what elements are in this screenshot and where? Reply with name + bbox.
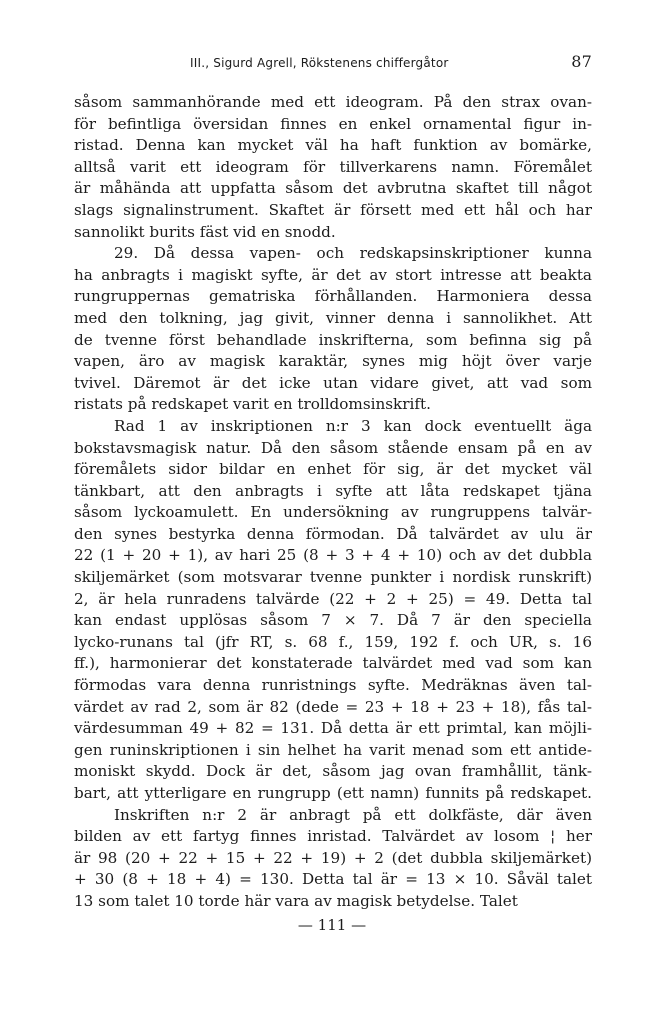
text-line: ristad. Denna kan mycket väl ha haft funktion av bomärke, [74, 136, 592, 155]
text-line: värdet av rad 2, som är 82 (dede = 23 + 18 + 23 + 18), fås tal- [74, 697, 592, 716]
text-line: för befintliga översidan finnes en enkel ornamental figur in- [74, 114, 592, 133]
running-header [74, 52, 592, 76]
text-line: bokstavsmagisk natur. Då den såsom stående ensam på en av [74, 438, 592, 457]
text-line: moniskt skydd. Dock är det, såsom jag ovan framhållit, tänk- [74, 762, 592, 781]
text-line: såsom sammanhörande med ett ideogram. På den strax ovan- [74, 93, 592, 111]
text-line: + 30 (8 + 18 + 4) = 130. Detta tal är = 13 × 10. Såväl talet [74, 870, 592, 889]
text-line: bilden av ett fartyg finnes inristad. Talvärdet av losom ¦ her [74, 827, 592, 846]
text-line: med den tolkning, jag givit, vinner denna i sannolikhet. Att [74, 308, 592, 327]
text-line: kan endast upplösas såsom 7 × 7. Då 7 är den speciella [74, 611, 592, 630]
page-number: 87 [571, 52, 592, 71]
text-line: förmodas vara denna runristnings syfte. Medräknas även tal- [74, 676, 592, 695]
text-line: tänkbart, att den anbragts i syfte att låta redskapet tjäna [74, 481, 592, 500]
text-line: ristats på redskapet varit en trolldomsinskrift. [74, 395, 431, 414]
text-line: tvivel. Däremot är det icke utan vidare givet, att vad som [74, 373, 592, 392]
body-text [74, 92, 592, 913]
text-line: alltså varit ett ideogram för tillverkarens namn. Föremålet [74, 157, 592, 176]
text-line: den synes bestyrka denna förmodan. Då talvärdet av ulu är [74, 524, 592, 543]
text-line: de tvenne först behandlade inskrifterna, som befinna sig på [74, 330, 592, 349]
text-line: sannolikt burits fäst vid en snodd. [74, 222, 336, 241]
text-line: Inskriften n:r 2 är anbragt på ett dolkfäste, där även [114, 805, 592, 824]
text-line: slags signalinstrument. Skaftet är försett med ett hål och har [74, 200, 592, 219]
text-line: ha anbragts i magiskt syfte, är det av stort intresse att beakta [74, 265, 592, 284]
text-line: 22 (1 + 20 + 1), av hari 25 (8 + 3 + 4 + 10) och av det dubbla [74, 546, 592, 565]
running-title: III., Sigurd Agrell, Rökstenens chiffergåtor [190, 56, 449, 70]
book-page [74, 52, 592, 913]
footer-page-number: — 111 — [297, 916, 367, 934]
text-line: skiljemärket (som motsvarar tvenne punkter i nordisk runskrift) [74, 568, 592, 587]
text-line: är måhända att uppfatta såsom det avbrutna skaftet till något [74, 179, 592, 198]
text-line: värdesumman 49 + 82 = 131. Då detta är ett primtal, kan möjli- [74, 719, 592, 738]
text-line: föremålets sidor bildar en enhet för sig, är det mycket väl [74, 460, 592, 479]
text-line: bart, att ytterligare en rungrupp (ett namn) funnits på redskapet. [74, 784, 592, 802]
text-line: vapen, äro av magisk karaktär, synes mig höjt över varje [74, 352, 592, 371]
text-line: Rad 1 av inskriptionen n:r 3 kan dock eventuellt äga [114, 416, 592, 435]
text-line: ff.), harmonierar det konstaterade talvärdet med vad som kan [74, 654, 592, 673]
text-line: gen runinskriptionen i sin helhet ha varit menad som ett antide- [74, 740, 592, 759]
text-line: 2, är hela runradens talvärde (22 + 2 + 25) = 49. Detta tal [74, 589, 592, 608]
text-line: rungruppernas gematriska förhållanden. Harmoniera dessa [74, 287, 592, 306]
text-line: är 98 (20 + 22 + 15 + 22 + 19) + 2 (det dubbla skiljemärket) [74, 848, 592, 867]
text-line: 13 som talet 10 torde här vara av magisk betydelse. Talet [74, 891, 518, 910]
text-line: såsom lyckoamulett. En undersökning av rungruppens talvär- [74, 503, 592, 522]
text-line: lycko-runans tal (jfr RT, s. 68 f., 159, 192 f. och UR, s. 16 [74, 632, 592, 651]
text-line: 29. Då dessa vapen- och redskapsinskriptioner kunna [114, 244, 592, 263]
